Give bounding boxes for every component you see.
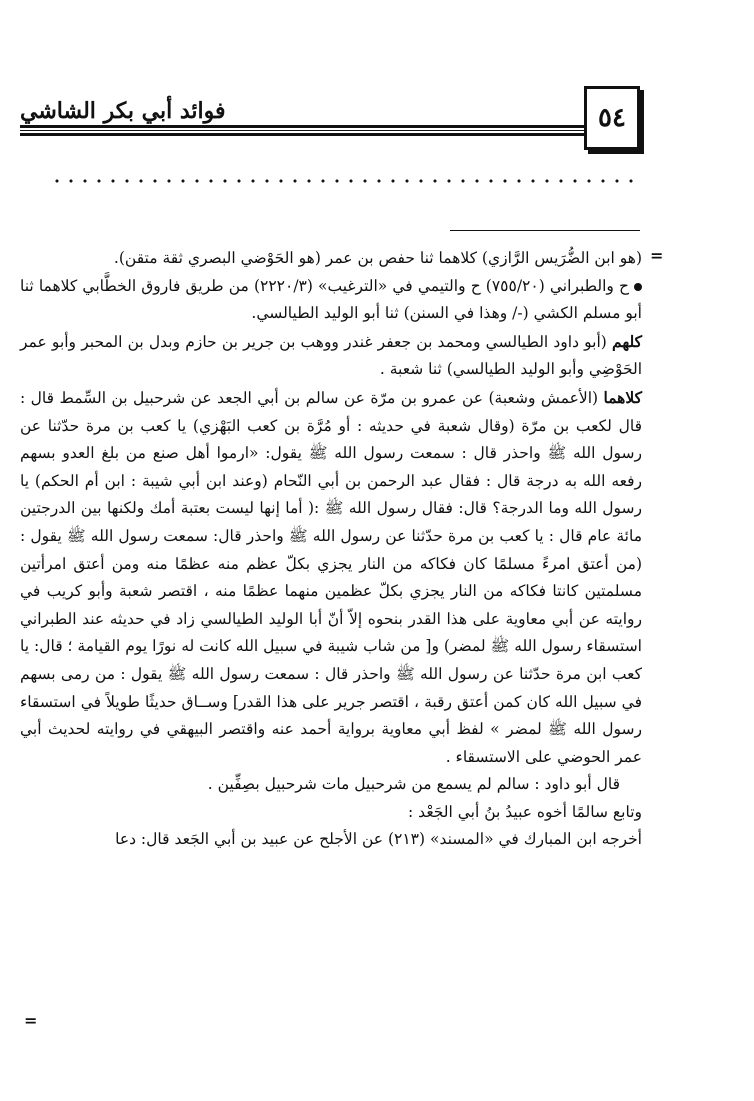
paragraph-2 [20, 273, 642, 328]
header-rule-bottom [20, 133, 584, 136]
paragraph-4 [20, 384, 642, 771]
paragraph-text: (أبو داود الطيالسي ومحمد بن جعفر غندر ووهب بن جرير بن حازم وبدل بن المحبر وأبو عمر الحَوْضِي وأبو الوليد الطيالسي) ثنا شعبة . [20, 332, 642, 379]
dotted-separator [50, 177, 640, 185]
header-rule-thin [20, 130, 584, 131]
margin-mark-bottom: = [24, 1011, 38, 1030]
paragraph-5 [20, 771, 642, 799]
page-number: ٥٤ [598, 103, 626, 133]
margin-mark-top: = [650, 246, 664, 265]
paragraph-3 [20, 328, 642, 384]
paragraph-text: ح والطبراني (٧٥٥/٢٠) ح والتيمي في «الترغيب» (٢٢٢٠/٣) من طريق فاروق الخطَّابي كلاهما ثنا أبو مسلم الكشي (-/ وهذا في السنن) ثنا أبو الوليد الطيالسي. [20, 276, 642, 323]
paragraph-lead: كلاهما [603, 387, 642, 407]
paragraph-7 [20, 826, 642, 854]
paragraph-text: أخرجه ابن المبارك في «المسند» (٢١٣) عن الأجلح عن عبيد بن أبي الجَعد قال: دعا [115, 830, 642, 849]
paragraph-text: وتابع سالمًا أخوه عبيدُ بنُ أبي الجَعْد : [408, 802, 642, 821]
page-number-box [584, 86, 640, 150]
paragraph-text: (هو ابن الضُّرَيس الرَّازي) كلاهما ثنا حفص بن عمر (هو الحَوْضي البصري ثقة متقن). [113, 249, 642, 267]
bullet-icon [634, 283, 642, 291]
paragraph-lead: كلهم [612, 331, 642, 351]
paragraph-1 [20, 245, 642, 273]
paragraph-text: (الأعمش وشعبة) عن عمرو بن مرّة عن سالم بن أبي الجعد عن شرحبيل بن السِّمط قال : قال لكعب بن مرّة (وقال شعبة في حديثه : أو مُرَّة بن كعب البَهْزي) يا كعب بن مرة حدّثنا عن رسول الله ﷺ واحذر قال : سمعت رسول الله ﷺ يقول: «ارموا أهل صنع من بلغ العدو بسهم رفعه الله به درجة قال : فقال عبد الرحمن بن أبي النّحام (وعند ابن أبي شيبة : ابن أم الحكم) يا رسول الله وما الدرجة؟ قال: فقال رسول الله ﷺ :( أما إنها ليست بعتبة أمك ولكنها بين الدرجتين مائة عام قال : يا كعب بن مرة حدّثنا عن رسول الله ﷺ واحذر قال: سمعت رسول الله ﷺ يقول : (من أعتق امرءً مسلمًا كان فكاكه من النار يجزي بكلّ عظم منه عظمًا منه ومن أعتق امرأتين مسلمتين كانتا فكاكه من النار يجزي بكلّ عظمين منهما عظمًا منه ، اقتصر شعبة وأبو كريب في روايته عن أبي معاوية على هذا القدر بنحوه إلاّ أنّ أبا الوليد الطيالسي زاد في حديثه عند الطبراني استسقاء رسول الله ﷺ لمضر) و[ من شاب شيبة في سبيل الله كانت له نورًا يوم القيامة ؛ قال: يا كعب ابن مرة حدّثنا عن رسول الله ﷺ واحذر قال : سمعت رسول الله ﷺ يقول : من رمى بسهم في سبيل الله كان كمن أعتق رقبة ، اقتصر جرير على هذا القدر] وســاق حديثًا طويلاً في استسقاء رسول الله ﷺ لمضر » لفظ أبي معاوية برواية أحمد عنه واقتصر البيهقي في روايته لحديث أبي عمر الحوضي على الاستسقاء . [20, 388, 642, 766]
body-text [20, 245, 642, 854]
header-rule [20, 125, 584, 128]
running-title: فوائد أبي بكر الشاشي [20, 98, 226, 124]
footnote-separator [450, 230, 640, 231]
paragraph-text: قال أبو داود : سالم لم يسمع من شرحبيل مات شرحبيل بصِفِّين . [207, 775, 620, 794]
paragraph-6 [20, 799, 642, 827]
